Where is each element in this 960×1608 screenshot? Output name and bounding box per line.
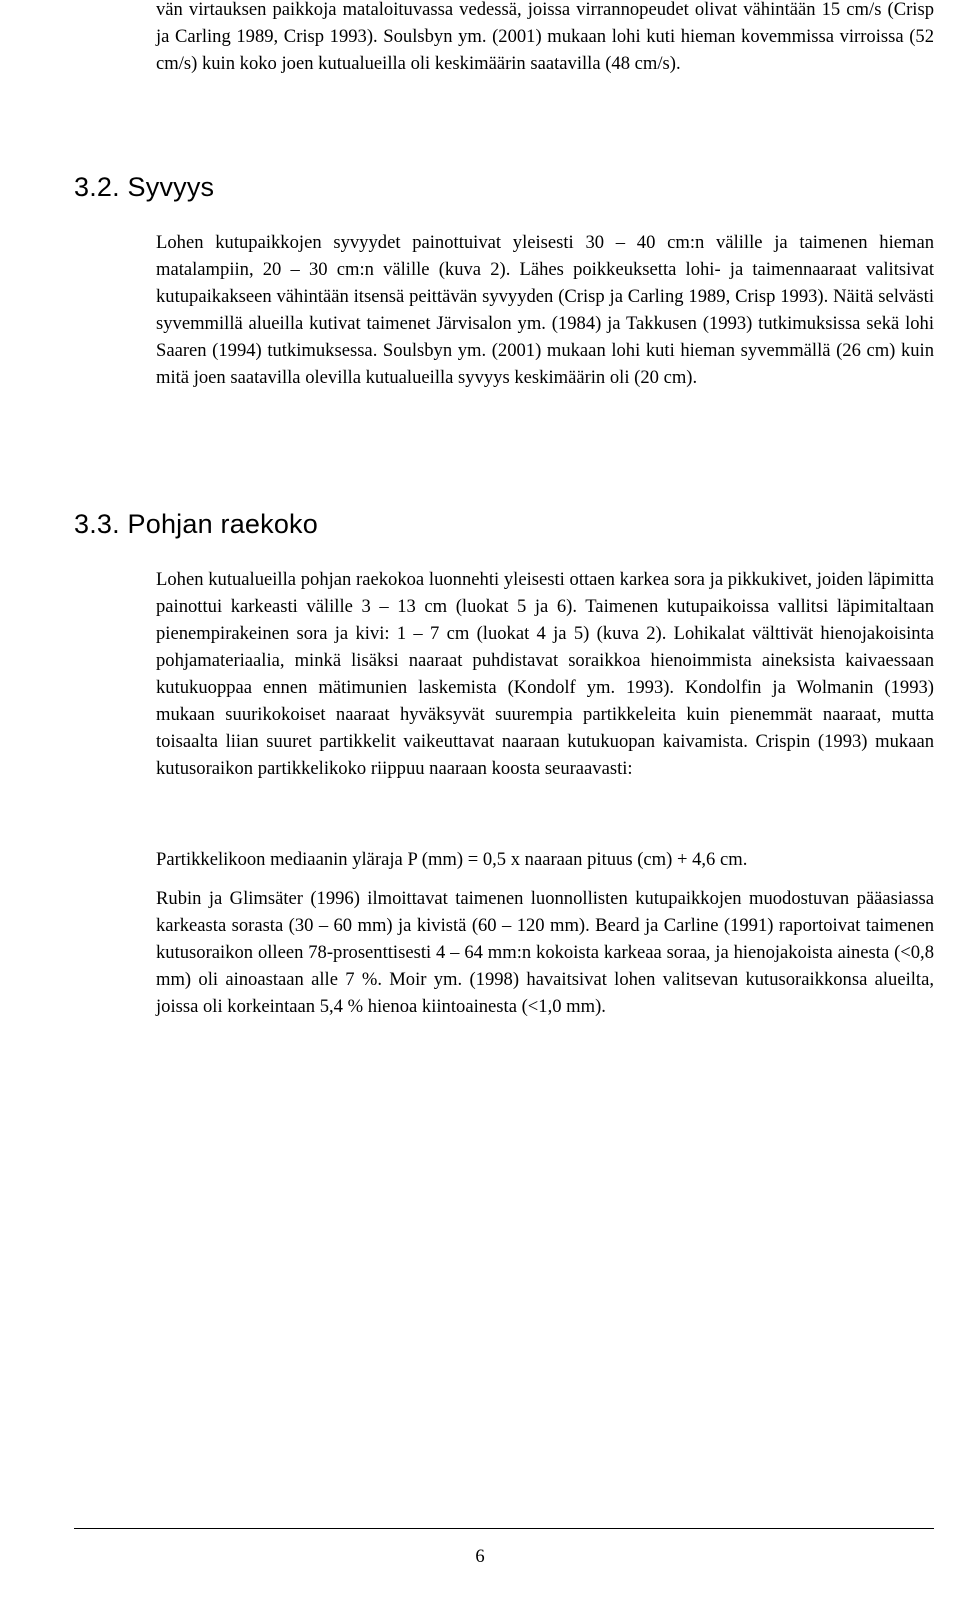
syvyys-paragraph: Lohen kutupaikkojen syvyydet painottuivat yleisesti 30 – 40 cm:n välille ja taimenen hieman matalampiin, 20 – 30 cm:n välille (kuva 2). Lähes poikkeuksetta lohi- ja taimennaaraat valitsivat kutupaikakseen vähintään itsensä peittävän syvyyden (Crisp ja Carling 1989, Crisp 1993). Näitä selvästi syvemmillä alueilla kutivat taimenet Järvisalon ym. (1984) ja Takkusen (1993) tutkimuksissa sekä lohi Saaren (1994) tutkimuksessa. Soulsbyn ym. (2001) mukaan lohi kuti hieman syvemmällä (26 cm) kuin mitä joen saatavilla olevilla kutualueilla syvyys keskimäärin oli (20 cm).	[156, 232, 934, 388]
section-heading-pohjan-raekoko: 3.3. Pohjan raekoko	[74, 509, 318, 539]
raekoko-paragraph-2: Rubin ja Glimsäter (1996) ilmoittavat taimenen luonnollisten kutupaikkojen muodostuvan pääasiassa karkeasta sorasta (30 – 60 mm) ja kivistä (60 – 120 mm). Beard ja Carline (1991) raportoivat taimenen kutusoraikon olleen 78-prosenttisesti 4 – 64 mm:n kokoista karkeaa soraa, ja hienojakoista ainesta (<0,8 mm) oli ainoastaan alle 7 %. Moir ym. (1998) havaitsivat lohen valitsevan kutusoraikkonsa alueilta, joissa oli korkeintaan 5,4 % hienoa kiintoainesta (<1,0 mm).	[156, 888, 934, 1017]
footer-divider	[74, 1528, 934, 1529]
particle-size-formula: Partikkelikoon mediaanin yläraja P (mm) = 0,5 x naaraan pituus (cm) + 4,6 cm.	[156, 849, 748, 870]
page-number: 6	[475, 1546, 485, 1567]
intro-paragraph: vän virtauksen paikkoja mataloituvassa vedessä, joissa virrannopeudet olivat vähintään 15 cm/s (Crisp ja Carling 1989, Crisp 1993). Soulsbyn ym. (2001) mukaan lohi kuti hieman kovemmissa virroissa (52 cm/s) kuin koko joen kutualueilla oli keskimäärin saatavilla (48 cm/s).	[156, 0, 934, 74]
raekoko-paragraph-1: Lohen kutualueilla pohjan raekokoa luonnehti yleisesti ottaen karkea sora ja pikkukivet, joiden läpimitta painottui karkeasti välille 3 – 13 cm (luokat 5 ja 6). Taimenen kutupaikoissa vallitsi läpimitaltaan pienempirakeinen sora ja kivi: 1 – 7 cm (luokat 4 ja 5) (kuva 2). Lohikalat välttivät hienojakoisinta pohjamateriaalia, minkä lisäksi naaraat puhdistavat soraikkoa hienoimmista aineksista kaivaessaan kutukuoppaa ennen mätimunien laskemista (Kondolf ym. 1993). Kondolfin ja Wolmanin (1993) mukaan suurikokoiset naaraat hyväksyvät suurempia partikkeleita kuin pienemmät naaraat, mutta toisaalta liian suuret partikkelit vaikeuttavat naaraan kutukuopan kaivamista. Crispin (1993) mukaan kutusoraikon partikkelikoko riippuu naaraan koosta seuraavasti:	[156, 569, 934, 779]
section-heading-syvyys: 3.2. Syvyys	[74, 172, 215, 202]
